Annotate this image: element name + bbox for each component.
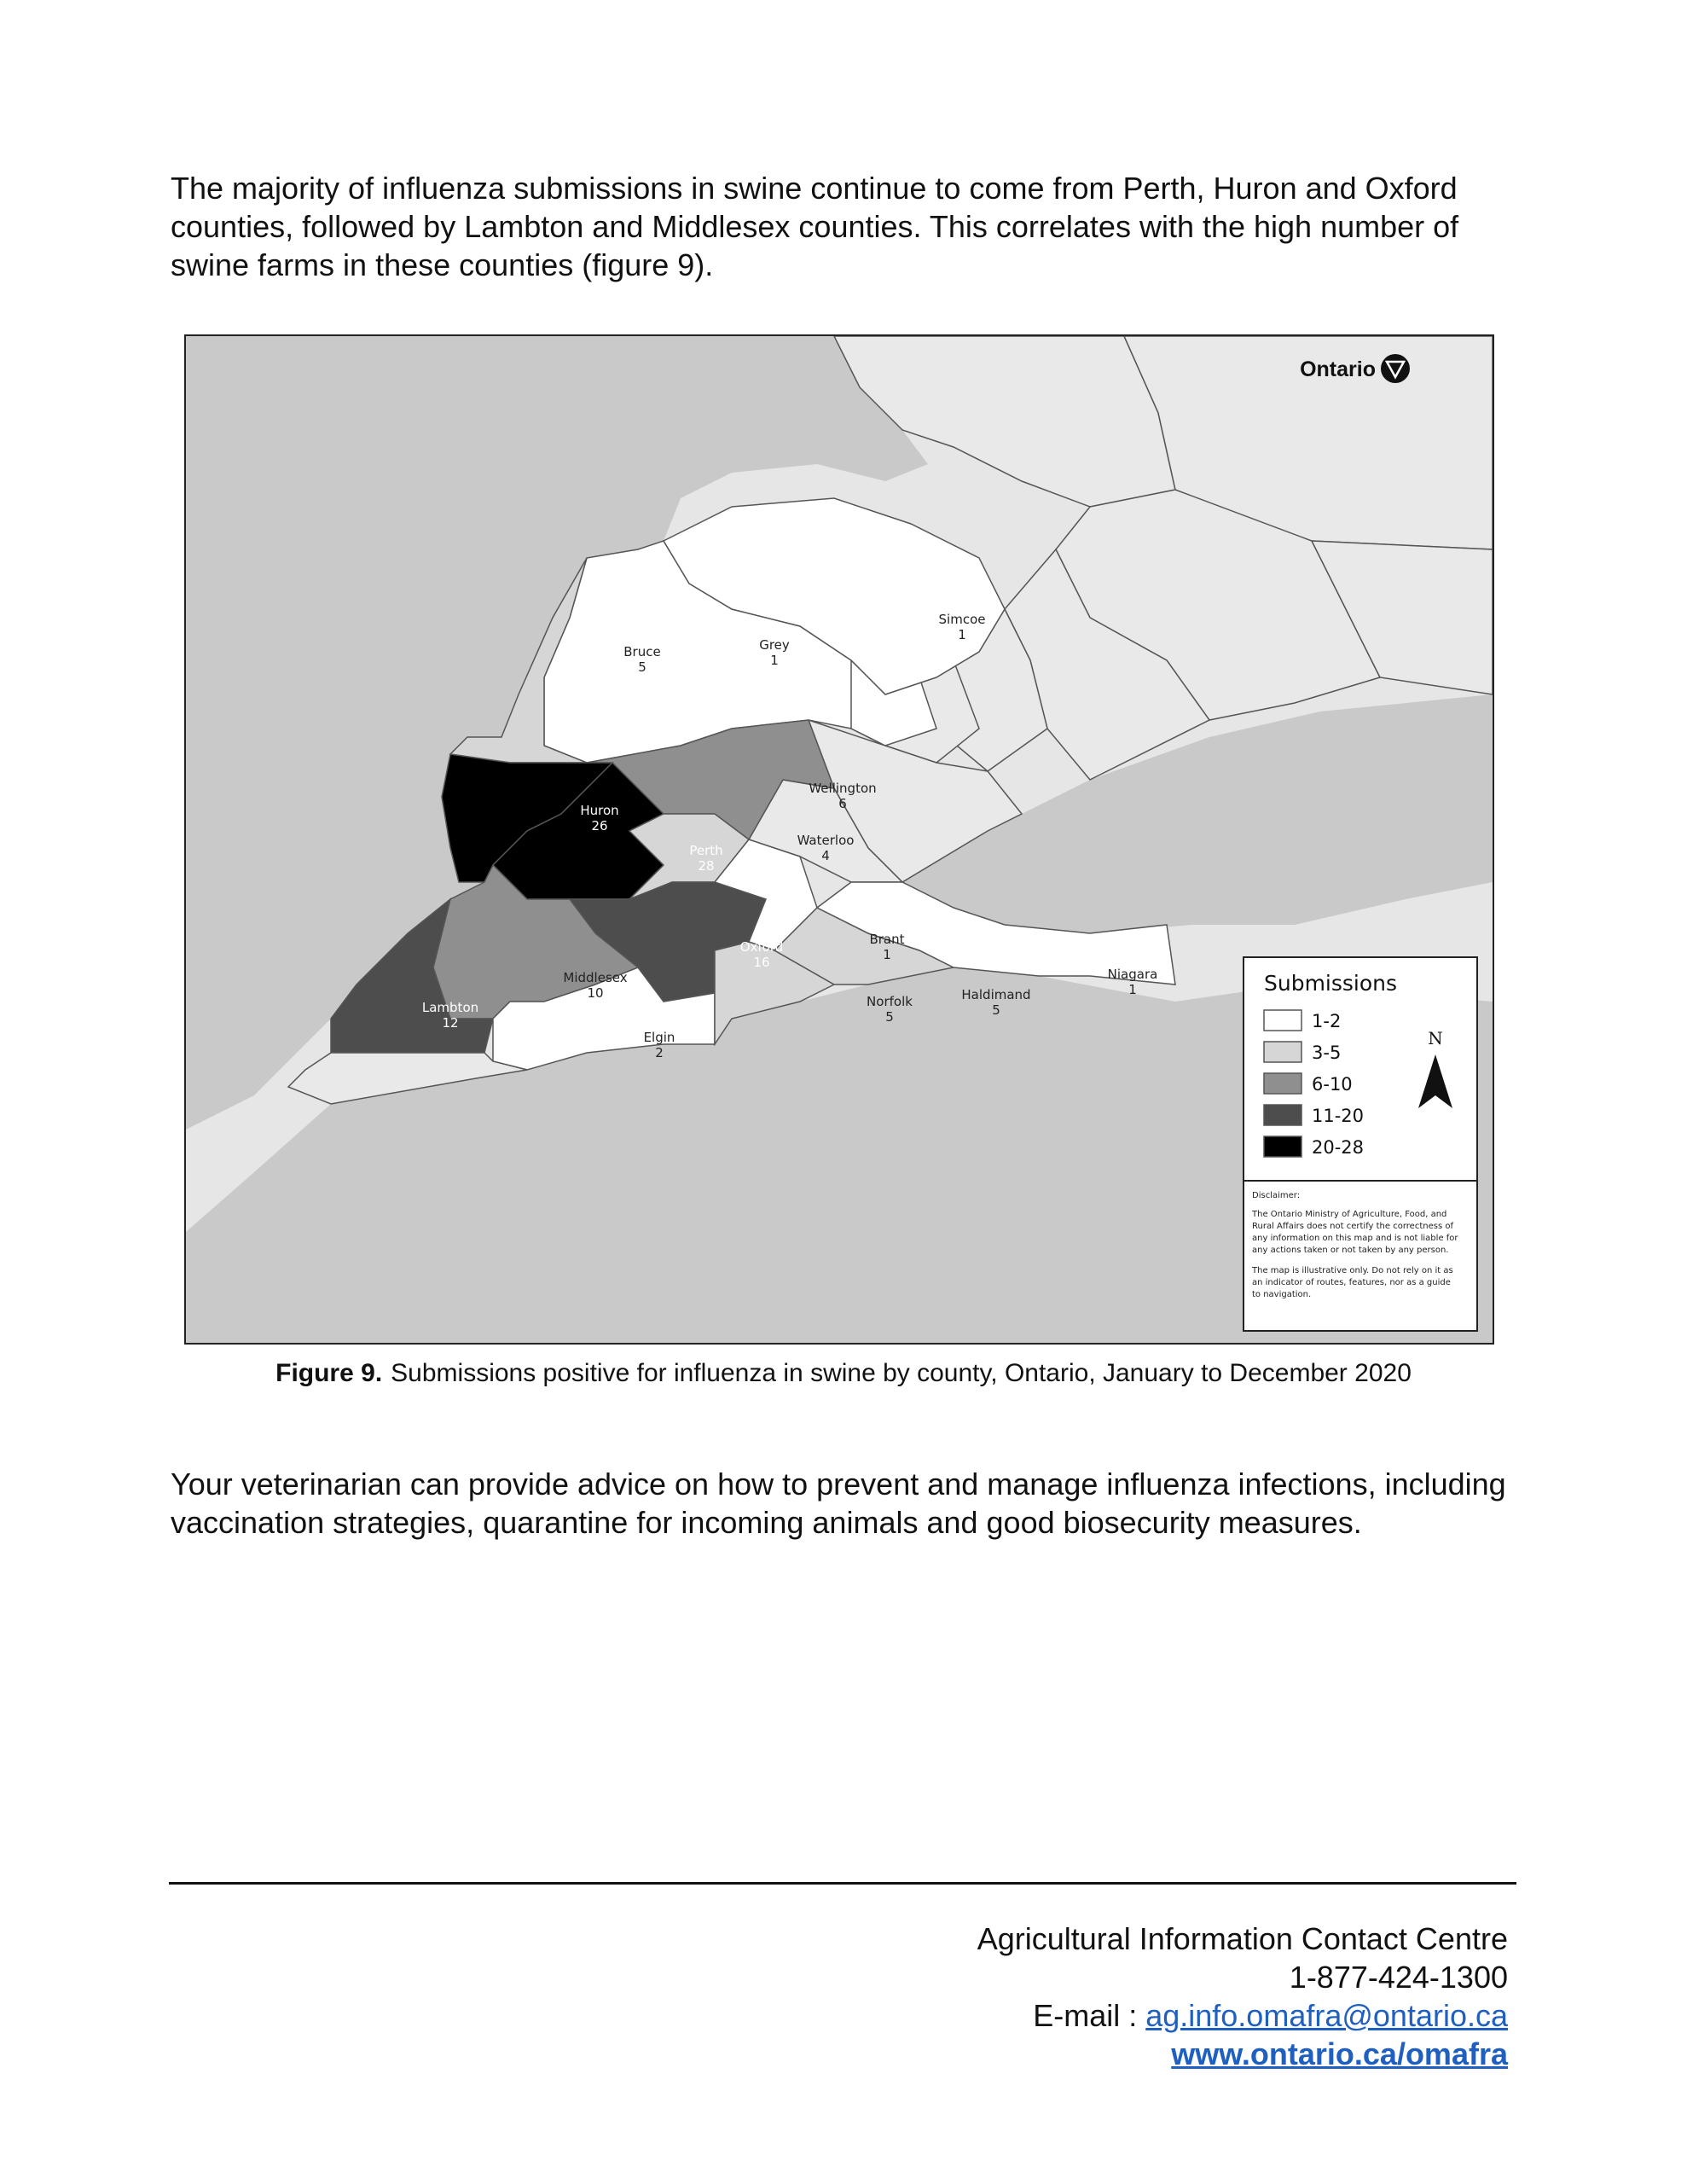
label-simcoe-value: 1 — [958, 627, 966, 642]
label-elgin-name: Elgin — [643, 1030, 675, 1045]
legend-swatch — [1264, 1105, 1301, 1125]
legend-label: 6-10 — [1312, 1074, 1353, 1095]
contact-footer — [977, 1920, 1508, 2073]
label-middlesex-name: Middlesex — [563, 970, 628, 985]
legend-label: 3-5 — [1312, 1043, 1342, 1063]
disclaimer-line: The Ontario Ministry of Agriculture, Food, and — [1252, 1210, 1447, 1219]
ontario-logo-text: Ontario — [1300, 357, 1376, 381]
map-svg — [186, 336, 1493, 1343]
label-elgin-value: 2 — [655, 1045, 664, 1060]
disclaimer-line: to navigation. — [1252, 1290, 1312, 1299]
legend-swatch — [1264, 1136, 1301, 1157]
label-wellington-value: 6 — [838, 796, 847, 811]
footer-email-label: E-mail : — [1033, 1998, 1146, 2033]
disclaimer-text — [1251, 1210, 1458, 1299]
disclaimer-heading: Disclaimer: — [1252, 1191, 1301, 1200]
label-bruce-name: Bruce — [623, 644, 661, 659]
ontario-logo — [1300, 354, 1410, 383]
label-waterloo-name: Waterloo — [797, 833, 855, 848]
label-haldimand-value: 5 — [992, 1002, 1000, 1018]
label-wellington-name: Wellington — [809, 781, 877, 796]
disclaimer-line: Rural Affairs does not certify the correctness of — [1252, 1222, 1453, 1231]
footer-email-line — [977, 1996, 1508, 2035]
label-perth-value: 28 — [698, 858, 715, 874]
map-legend — [1244, 957, 1477, 1331]
legend-swatch — [1264, 1073, 1301, 1094]
label-niagara-name: Niagara — [1107, 967, 1158, 982]
label-lambton-value: 12 — [442, 1015, 459, 1031]
footer-phone: 1-877-424-1300 — [1289, 1960, 1508, 1995]
legend-label: 20-28 — [1312, 1137, 1365, 1158]
disclaimer-line: The map is illustrative only. Do not rely on it as — [1252, 1266, 1453, 1275]
disclaimer-line: any information on this map and is not liable for — [1252, 1234, 1458, 1243]
label-perth-name: Perth — [689, 843, 723, 858]
figure-label: Figure 9. — [275, 1359, 383, 1387]
label-norfolk-name: Norfolk — [867, 994, 913, 1009]
label-grey-value: 1 — [770, 653, 779, 668]
label-lambton-name: Lambton — [421, 1000, 479, 1015]
influenza-county-map — [184, 334, 1494, 1345]
label-oxford-value: 16 — [753, 955, 770, 970]
label-middlesex-value: 10 — [587, 985, 604, 1001]
label-oxford-name: Oxford — [739, 939, 784, 955]
disclaimer-line: an indicator of routes, features, nor as a guide — [1252, 1278, 1451, 1287]
footer-rule — [169, 1882, 1516, 1885]
label-brant-value: 1 — [883, 947, 891, 962]
footer-website-link[interactable]: www.ontario.ca/omafra — [1171, 2036, 1508, 2071]
legend-label: 1-2 — [1312, 1011, 1342, 1031]
legend-title: Submissions — [1264, 971, 1398, 996]
label-brant-name: Brant — [869, 932, 905, 947]
label-bruce-value: 5 — [638, 659, 646, 675]
label-simcoe-name: Simcoe — [938, 612, 986, 627]
figure-caption — [0, 1358, 1687, 1389]
figure-caption-text: Submissions positive for influenza in swine by county, Ontario, January to December 2020 — [391, 1359, 1412, 1387]
label-huron-value: 26 — [591, 818, 608, 834]
footer-org: Agricultural Information Contact Centre — [977, 1921, 1508, 1956]
label-norfolk-value: 5 — [885, 1009, 894, 1025]
intro-paragraph: The majority of influenza submissions in swine continue to come from Perth, Huron and Oxford counties, followed by Lambton and Middlesex counties. This correlates with the high number of swine farms in these counties (figure 9). — [171, 171, 1459, 282]
legend-label: 11-20 — [1312, 1106, 1365, 1126]
label-niagara-value: 1 — [1128, 982, 1137, 997]
legend-swatch — [1264, 1010, 1301, 1031]
footer-email-link[interactable]: ag.info.omafra@ontario.ca — [1145, 1998, 1508, 2033]
disclaimer-line: any actions taken or not taken by any person. — [1252, 1246, 1449, 1255]
label-huron-name: Huron — [580, 803, 619, 818]
label-haldimand-name: Haldimand — [961, 987, 1031, 1002]
label-waterloo-value: 4 — [821, 848, 830, 863]
label-grey-name: Grey — [759, 637, 790, 653]
north-label: N — [1428, 1028, 1443, 1048]
legend-swatch — [1264, 1042, 1301, 1062]
advice-paragraph: Your veterinarian can provide advice on how to prevent and manage influenza infections, including vaccination strategies, quarantine for incoming animals and good biosecurity measures. — [171, 1467, 1506, 1540]
